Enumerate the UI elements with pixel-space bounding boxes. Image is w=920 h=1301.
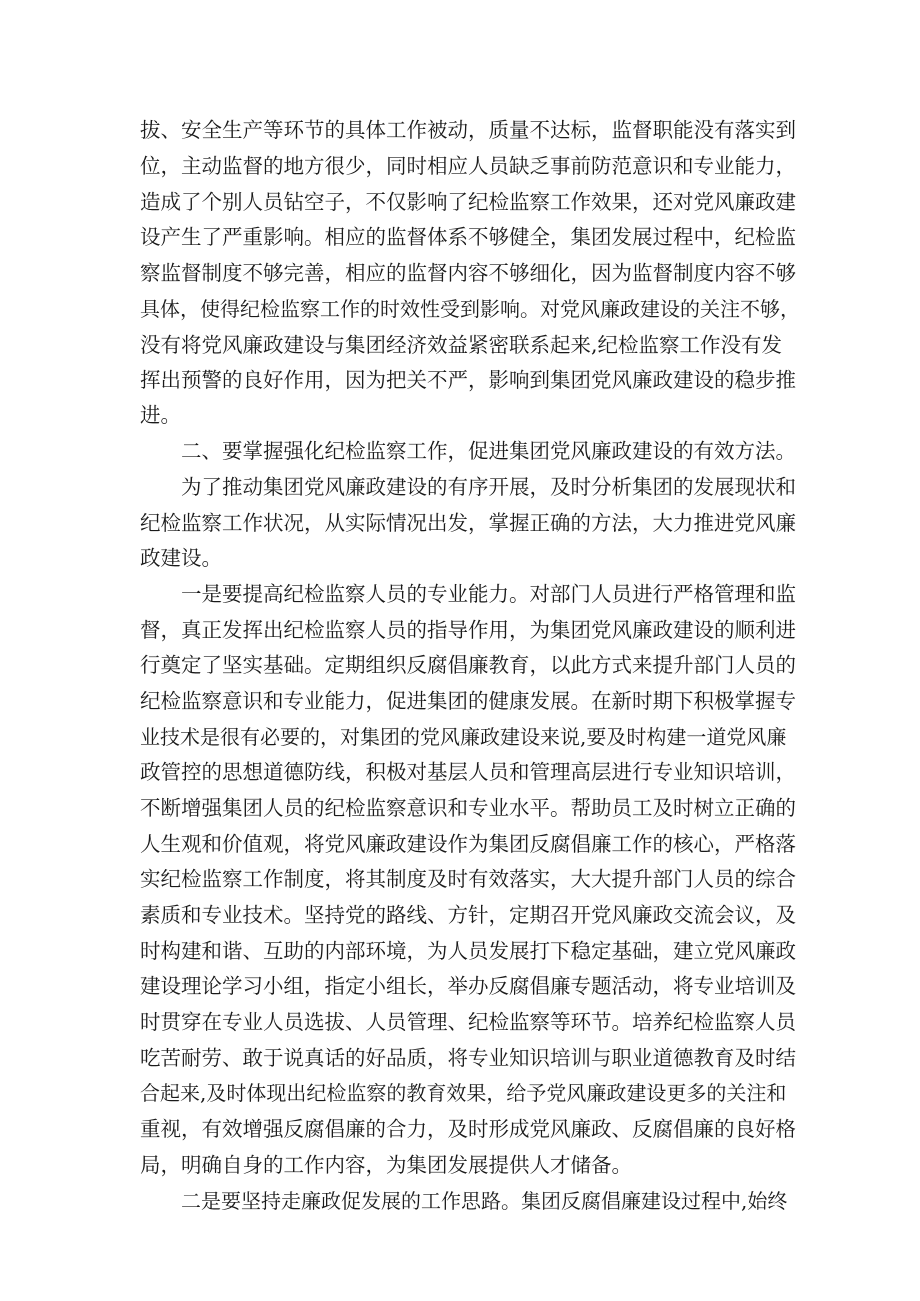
text-line: 为了推动集团党风廉政建设的有序开展，及时分析集团的发展现状和 xyxy=(181,475,796,499)
text-line: 造成了个别人员钻空子，不仅影响了纪检监察工作效果，还对党风廉政建 xyxy=(140,190,796,214)
text-line: 挥出预警的良好作用，因为把关不严，影响到集团党风廉政建设的稳步推 xyxy=(140,368,796,392)
text-line: 纪检监察工作状况，从实际情况出发，掌握正确的方法，大力推进党风廉 xyxy=(140,511,796,535)
text-line: 政管控的思想道德防线，积极对基层人员和管理高层进行专业知识培训， xyxy=(140,760,796,784)
text-line: 拔、安全生产等环节的具体工作被动，质量不达标，监督职能没有落实到 xyxy=(140,118,796,142)
text-line: 具体，使得纪检监察工作的时效性受到影响。对党风廉政建设的关注不够， xyxy=(140,297,800,321)
text-line: 吃苦耐劳、敢于说真话的好品质，将专业知识培训与职业道德教育及时结 xyxy=(140,1046,796,1070)
text-line: 没有将党风廉政建设与集团经济效益紧密联系起来,纪检监察工作没有发 xyxy=(140,333,783,357)
section-heading: 二、要掌握强化纪检监察工作，促进集团党风廉政建设的有效方法。 xyxy=(181,439,796,463)
text-line: 时贯穿在专业人员选拔、人员管理、纪检监察等环节。培养纪检监察人员 xyxy=(140,1010,796,1034)
text-line: 察监督制度不够完善，相应的监督内容不够细化，因为监督制度内容不够 xyxy=(140,261,796,285)
text-line: 位，主动监督的地方很少，同时相应人员缺乏事前防范意识和专业能力， xyxy=(140,154,796,178)
text-line: 时构建和谐、互助的内部环境，为人员发展打下稳定基础，建立党风廉政 xyxy=(140,939,796,963)
text-line: 一是要提高纪检监察人员的专业能力。对部门人员进行严格管理和监 xyxy=(181,582,796,606)
text-line: 行奠定了坚实基础。定期组织反腐倡廉教育，以此方式来提升部门人员的 xyxy=(140,653,796,677)
text-line: 合起来,及时体现出纪检监察的教育效果，给予党风廉政建设更多的关注和 xyxy=(140,1081,787,1105)
text-line: 督，真正发挥出纪检监察人员的指导作用，为集团党风廉政建设的顺利进 xyxy=(140,618,796,642)
text-line: 建设理论学习小组，指定小组长，举办反腐倡廉专题活动，将专业培训及 xyxy=(140,974,796,998)
text-line: 业技术是很有必要的，对集团的党风廉政建设来说,要及时构建一道党风廉 xyxy=(140,725,787,749)
text-line: 政建设。 xyxy=(140,546,222,570)
text-line: 纪检监察意识和专业能力，促进集团的健康发展。在新时期下积极掌握专 xyxy=(140,689,796,713)
text-line: 局，明确自身的工作内容，为集团发展提供人才储备。 xyxy=(140,1153,632,1177)
text-line: 设产生了严重影响。相应的监督体系不够健全，集团发展过程中，纪检监 xyxy=(140,225,796,249)
text-line: 二是要坚持走廉政促发展的工作思路。集团反腐倡廉建设过程中,始终 xyxy=(181,1189,788,1213)
text-line: 进。 xyxy=(140,403,181,427)
text-line: 素质和专业技术。坚持党的路线、方针，定期召开党风廉政交流会议，及 xyxy=(140,903,796,927)
text-line: 实纪检监察工作制度，将其制度及时有效落实，大大提升部门人员的综合 xyxy=(140,867,796,891)
text-line: 不断增强集团人员的纪检监察意识和专业水平。帮助员工及时树立正确的 xyxy=(140,796,796,820)
text-line: 人生观和价值观，将党风廉政建设作为集团反腐倡廉工作的核心，严格落 xyxy=(140,832,796,856)
text-line: 重视，有效增强反腐倡廉的合力，及时形成党风廉政、反腐倡廉的良好格 xyxy=(140,1117,796,1141)
